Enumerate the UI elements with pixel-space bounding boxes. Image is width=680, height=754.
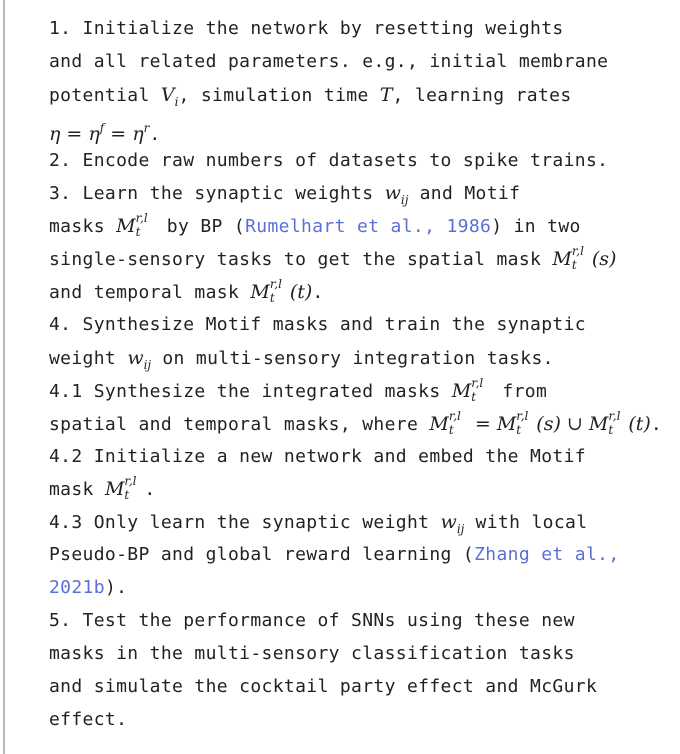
step-5-line-1 xyxy=(49,605,679,638)
step-1-line-4 xyxy=(49,112,679,145)
step-5-text: 5. Test the performance of SNNs using these new xyxy=(49,610,575,632)
punctuation: . xyxy=(144,479,156,501)
step-3-line-2 xyxy=(49,210,679,243)
step-4-3-line-2 xyxy=(49,539,679,572)
left-border-rule xyxy=(3,0,5,754)
step-3-text: ) in two xyxy=(491,216,581,238)
step-1-line-1 xyxy=(49,13,679,46)
step-4-line-1 xyxy=(49,309,679,342)
step-1-text: potential xyxy=(49,84,161,106)
math-motif-mask: M r,l t xyxy=(104,474,137,503)
step-4-3-text: Pseudo-BP and global reward learning ( xyxy=(49,544,475,566)
math-synaptic-weight: $w_{ij}$ xyxy=(440,511,465,537)
step-5-line-2 xyxy=(49,638,679,671)
step-4-1-text: from xyxy=(491,380,548,402)
step-4-2-text: 4.2 Initialize a new network and embed the Motif xyxy=(49,445,586,467)
punctuation: ). xyxy=(104,577,128,599)
math-motif-mask: M r,l t xyxy=(116,211,148,240)
step-4-line-2 xyxy=(49,342,679,375)
algorithm-block xyxy=(49,13,679,737)
step-1-line-3 xyxy=(49,79,679,112)
step-4-2-line-1 xyxy=(49,441,679,474)
step-1-line-2 xyxy=(49,46,679,79)
step-4-text: 4. Synthesize Motif masks and train the synaptic xyxy=(49,314,586,336)
step-1-text: 1. Initialize the network by resetting weights xyxy=(49,18,564,39)
math-integrated-mask: M r,l t xyxy=(451,375,484,404)
step-5-line-4 xyxy=(49,704,679,737)
step-4-1-line-1 xyxy=(49,375,679,408)
step-3-line-3 xyxy=(49,243,679,276)
step-5-text: effect. xyxy=(49,708,128,730)
step-3-text: 3. Learn the synaptic weights xyxy=(49,183,385,205)
step-1-text: , simulation time xyxy=(178,84,380,106)
math-simulation-time: T xyxy=(379,83,393,106)
step-2-line-1 xyxy=(49,145,679,178)
punctuation: . xyxy=(312,282,324,304)
step-4-text: on multi-sensory integration tasks. xyxy=(151,347,554,369)
step-4-2-text: mask xyxy=(49,479,105,501)
punctuation: . xyxy=(650,413,662,435)
math-learning-rates: $\eta = \eta^f = \eta^r$ xyxy=(49,120,150,145)
step-3-text: masks xyxy=(49,216,117,238)
step-1-text: and all related parameters. e.g., initial membrane xyxy=(49,50,609,72)
math-membrane-potential: $V_i$ xyxy=(160,83,179,109)
step-4-1-line-2 xyxy=(49,408,679,441)
step-3-line-4 xyxy=(49,276,679,309)
step-3-text: and temporal mask xyxy=(49,282,251,304)
step-4-1-text: spatial and temporal masks, where xyxy=(49,413,430,435)
step-1-text: , learning rates xyxy=(392,84,572,106)
step-4-2-line-2 xyxy=(49,473,679,506)
step-4-3-text: with local xyxy=(464,512,588,534)
step-3-text: by BP ( xyxy=(155,216,246,238)
math-synaptic-weight: $w_{ij}$ xyxy=(384,182,409,208)
citation-link-zhang-year[interactable]: 2021b xyxy=(49,577,105,599)
step-3-line-1 xyxy=(49,177,679,210)
citation-link-zhang[interactable]: Zhang et al., xyxy=(474,544,620,566)
step-3-text: single-sensory tasks to get the spatial mask xyxy=(49,249,553,271)
step-5-text: and simulate the cocktail party effect and McGurk xyxy=(49,675,598,697)
step-4-3-line-3 xyxy=(49,572,679,605)
citation-link-rumelhart[interactable]: Rumelhart et al., 1986 xyxy=(245,216,492,238)
step-4-1-text: 4.1 Synthesize the integrated masks xyxy=(49,380,452,402)
step-4-3-line-1 xyxy=(49,506,679,539)
step-3-text: and Motif xyxy=(408,183,521,205)
math-spatial-mask: M r,l t (s) xyxy=(552,244,617,273)
step-2-text: 2. Encode raw numbers of datasets to spike trains. xyxy=(49,149,609,171)
step-5-text: masks in the multi-sensory classification tasks xyxy=(49,642,575,664)
step-4-text: weight xyxy=(49,347,128,369)
punctuation: . xyxy=(149,123,161,145)
step-4-3-text: 4.3 Only learn the synaptic weight xyxy=(49,512,441,534)
step-5-line-3 xyxy=(49,671,679,704)
math-synaptic-weight: $w_{ij}$ xyxy=(127,346,152,372)
math-mask-union-equation: M r,l t = M r,l t (s) ∪ M r,l t (t) xyxy=(429,408,651,437)
math-temporal-mask: M r,l t (t) xyxy=(250,277,313,306)
